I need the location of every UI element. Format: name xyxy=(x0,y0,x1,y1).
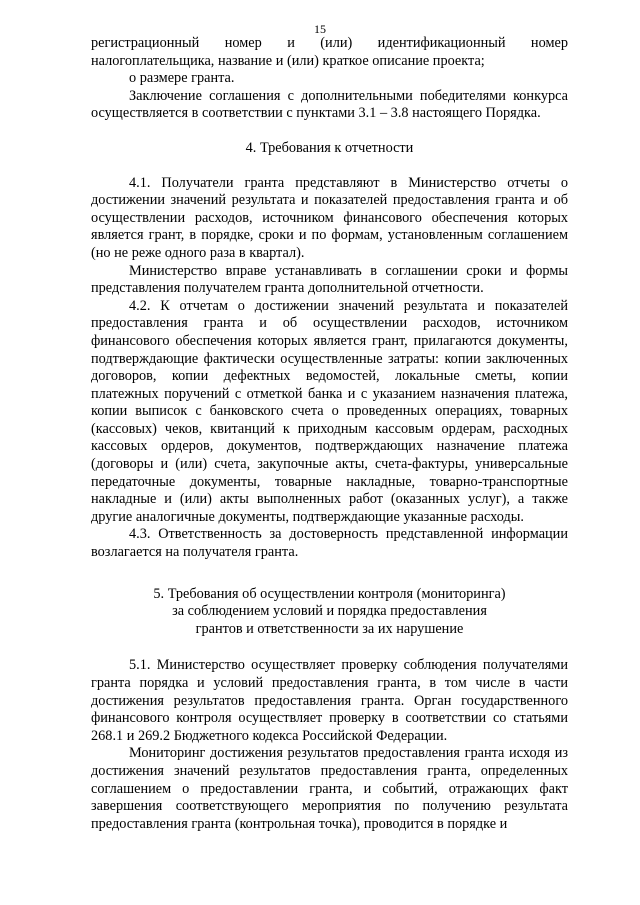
section-5-heading-line-2: за соблюдением условий и порядка предоставления xyxy=(172,603,487,620)
paragraph-conclusion: Заключение соглашения с дополнительными победителями конкурса осуществляется в соответствии с пунктами 3.1 – 3.8 настоящего Порядка. xyxy=(91,87,568,122)
page-number: 15 xyxy=(314,22,326,36)
paragraph-monitoring: Мониторинг достижения результатов предоставления гранта исходя из достижения значений результатов предоставления гранта, определенных соглашением о предоставлении гранта, и событий, отражающих факт завершения соответствующего мероприятия по получению результата предоставления гранта (контрольная точка), проводится в порядке и xyxy=(91,745,568,832)
section-5-heading-line-3: грантов и ответственности за их нарушение xyxy=(195,620,464,637)
page-body xyxy=(91,35,568,833)
paragraph-registration: регистрационный номер и (или) идентификационный номер налогоплательщика, название и (или) краткое описание проекта; xyxy=(91,35,568,69)
section-5-heading-line-1: 5. Требования об осуществлении контроля (мониторинга) xyxy=(153,585,506,602)
section-4-heading: 4. Требования к отчетности xyxy=(245,139,414,156)
paragraph-4-1: 4.1. Получатели гранта представляют в Министерство отчеты о достижении значений результата и показателей предоставления гранта и об осуществлении расходов, источником финансового обеспечения которых является грант, в порядке, сроки и по формам, установленным соглашением (но не реже одного раза в квартал). xyxy=(91,174,568,261)
paragraph-ministry-right: Министерство вправе устанавливать в соглашении сроки и формы представления получателем гранта дополнительной отчетности. xyxy=(91,262,568,297)
paragraph-4-2: 4.2. К отчетам о достижении значений результата и показателей предоставления гранта и об осуществлении расходов, источником финансового обеспечения которых является грант, прилагаются документы, подтверждающие фактически осуществленные затраты: копии заключенных договоров, копии дефектных ведомостей, локальные сметы, копии платежных поручений с отметкой банка и с указанием назначения платежа, копии выписок с банковского счета о проведенных операциях, товарных (кассовых) чеков, квитанций к приходным кассовым ордерам, расходных кассовых ордеров, документов, подтверждающих назначение платежа (договоры и (или) счета, закупочные акты, счета-фактуры, универсальные передаточные документы, товарные накладные, товарно-транспортные накладные и (или) акты выполненных работ (оказанных услуг), а также другие аналогичные документы, подтверждающие указанные расходы. xyxy=(91,297,568,525)
paragraph-4-3: 4.3. Ответственность за достоверность представленной информации возлагается на получателя гранта. xyxy=(91,526,568,561)
paragraph-5-1: 5.1. Министерство осуществляет проверку соблюдения получателями гранта порядка и условий предоставления гранта, в том числе в части достижения результатов предоставления гранта. Орган государственного финансового контроля осуществляет проверку в соответствии со статьями 268.1 и 269.2 Бюджетного кодекса Российской Федерации. xyxy=(91,657,568,744)
section-5-heading xyxy=(91,586,568,639)
paragraph-grant-size: о размере гранта. xyxy=(129,70,235,87)
